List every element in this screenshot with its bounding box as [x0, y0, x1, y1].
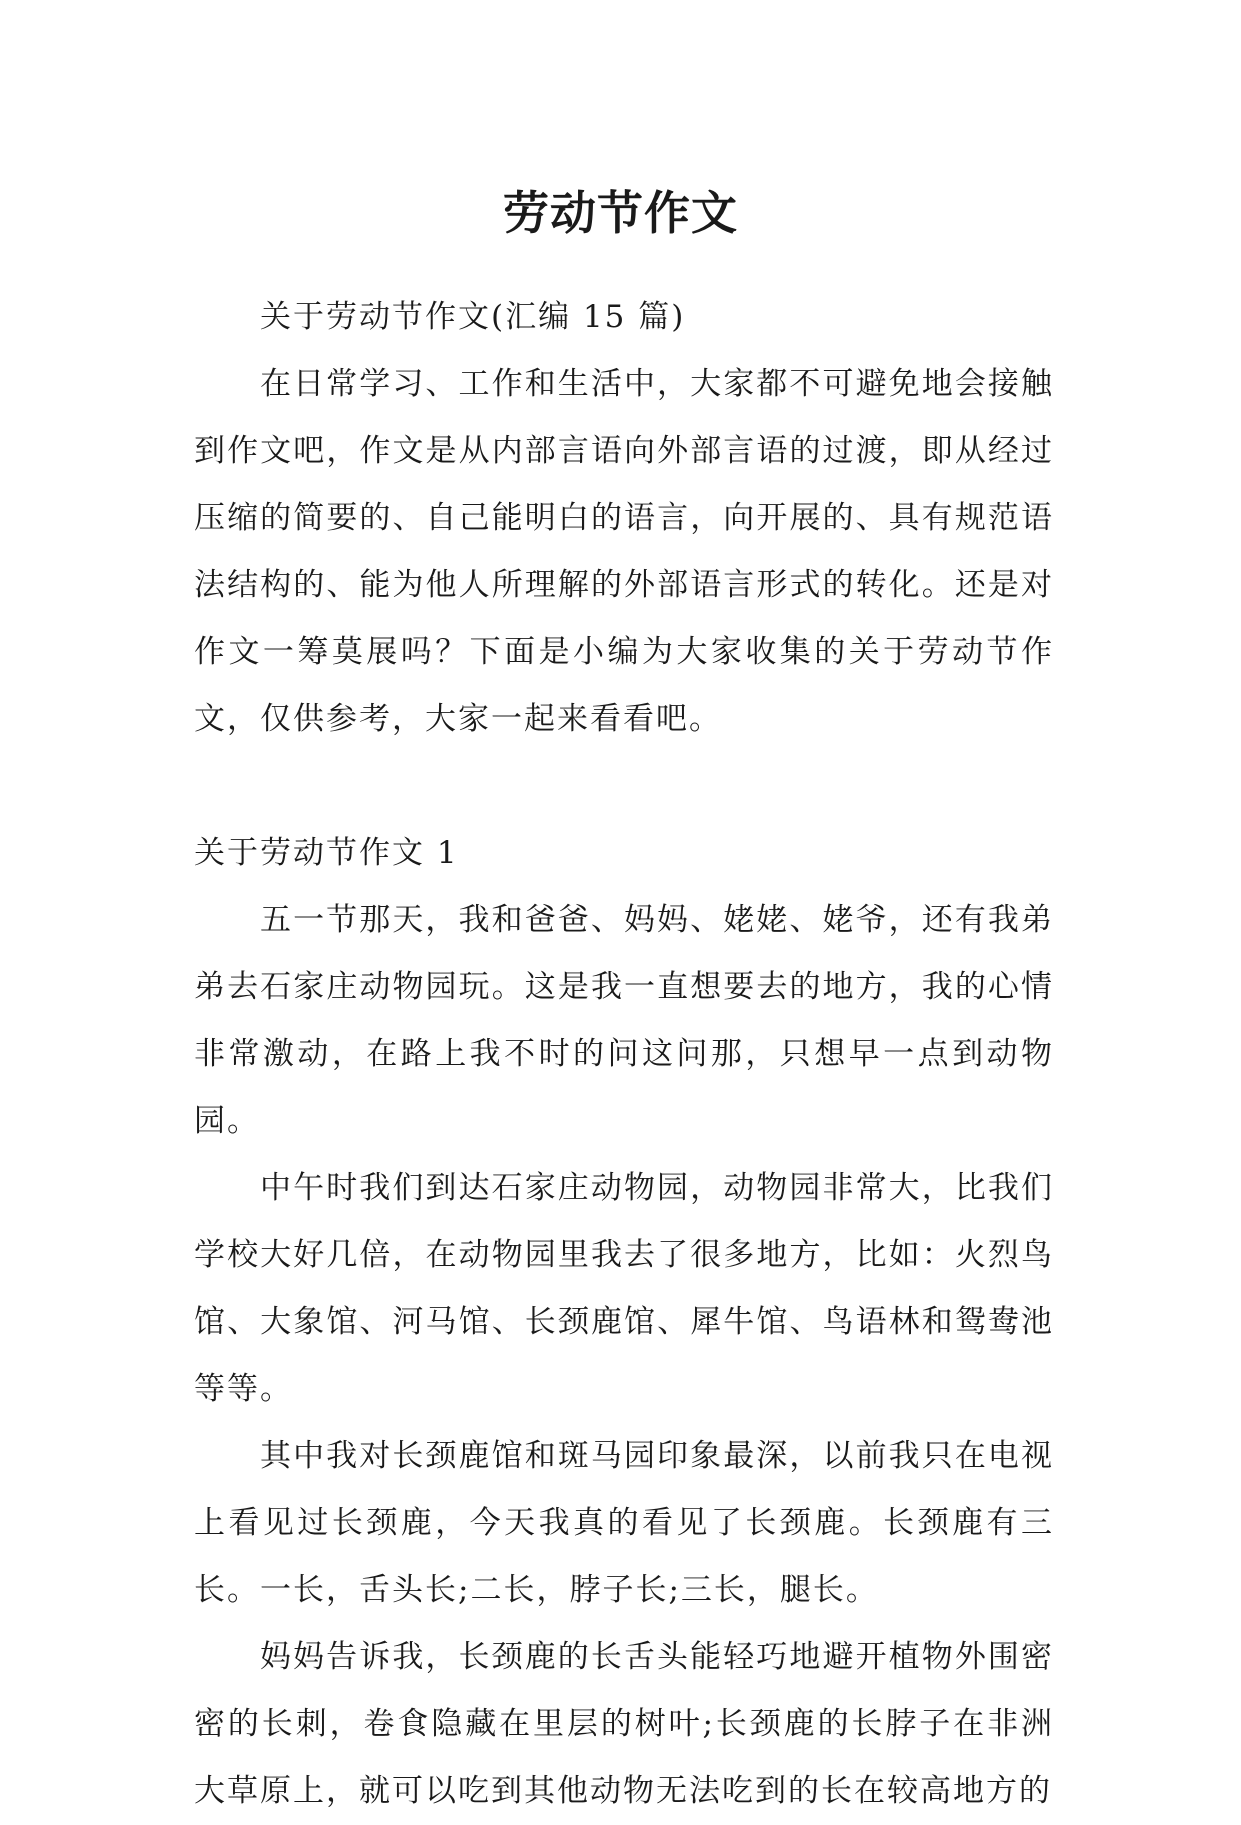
section-1-paragraph: 中午时我们到达石家庄动物园，动物园非常大，比我们学校大好几倍，在动物园里我去了很多地方，比如：火烈鸟馆、大象馆、河马馆、长颈鹿馆、犀牛馆、鸟语林和鸳鸯池等等。 — [194, 1170, 1054, 1407]
section-1-paragraph: 其中我对长颈鹿馆和斑马园印象最深，以前我只在电视上看见过长颈鹿，今天我真的看见了长颈鹿。长颈鹿有三长。一长，舌头长;二长，脖子长;三长，腿长。 — [194, 1438, 1054, 1608]
intro-heading: 关于劳动节作文(汇编 15 篇) — [260, 299, 686, 335]
section-1-paragraph: 五一节那天，我和爸爸、妈妈、姥姥、姥爷，还有我弟弟去石家庄动物园玩。这是我一直想要去的地方，我的心情非常激动，在路上我不时的问这问那，只想早一点到动物园。 — [194, 902, 1054, 1139]
document-body — [194, 284, 1054, 1825]
document-title: 劳动节作文 — [503, 185, 738, 240]
section-spacer — [194, 753, 1054, 820]
section-1-paragraph: 妈妈告诉我，长颈鹿的长舌头能轻巧地避开植物外围密密的长刺，卷食隐藏在里层的树叶;长颈鹿的长脖子在非洲大草原上，就可以吃到其他动物无法吃到的长在较高地方的 — [194, 1639, 1054, 1809]
intro-paragraph: 在日常学习、工作和生活中，大家都不可避免地会接触到作文吧，作文是从内部言语向外部言语的过渡，即从经过压缩的简要的、自己能明白的语言，向开展的、具有规范语法结构的、能为他人所理解的外部语言形式的转化。还是对作文一筹莫展吗？下面是小编为大家收集的关于劳动节作文，仅供参考，大家一起来看看吧。 — [194, 366, 1054, 737]
section-1-heading: 关于劳动节作文 1 — [194, 835, 459, 871]
